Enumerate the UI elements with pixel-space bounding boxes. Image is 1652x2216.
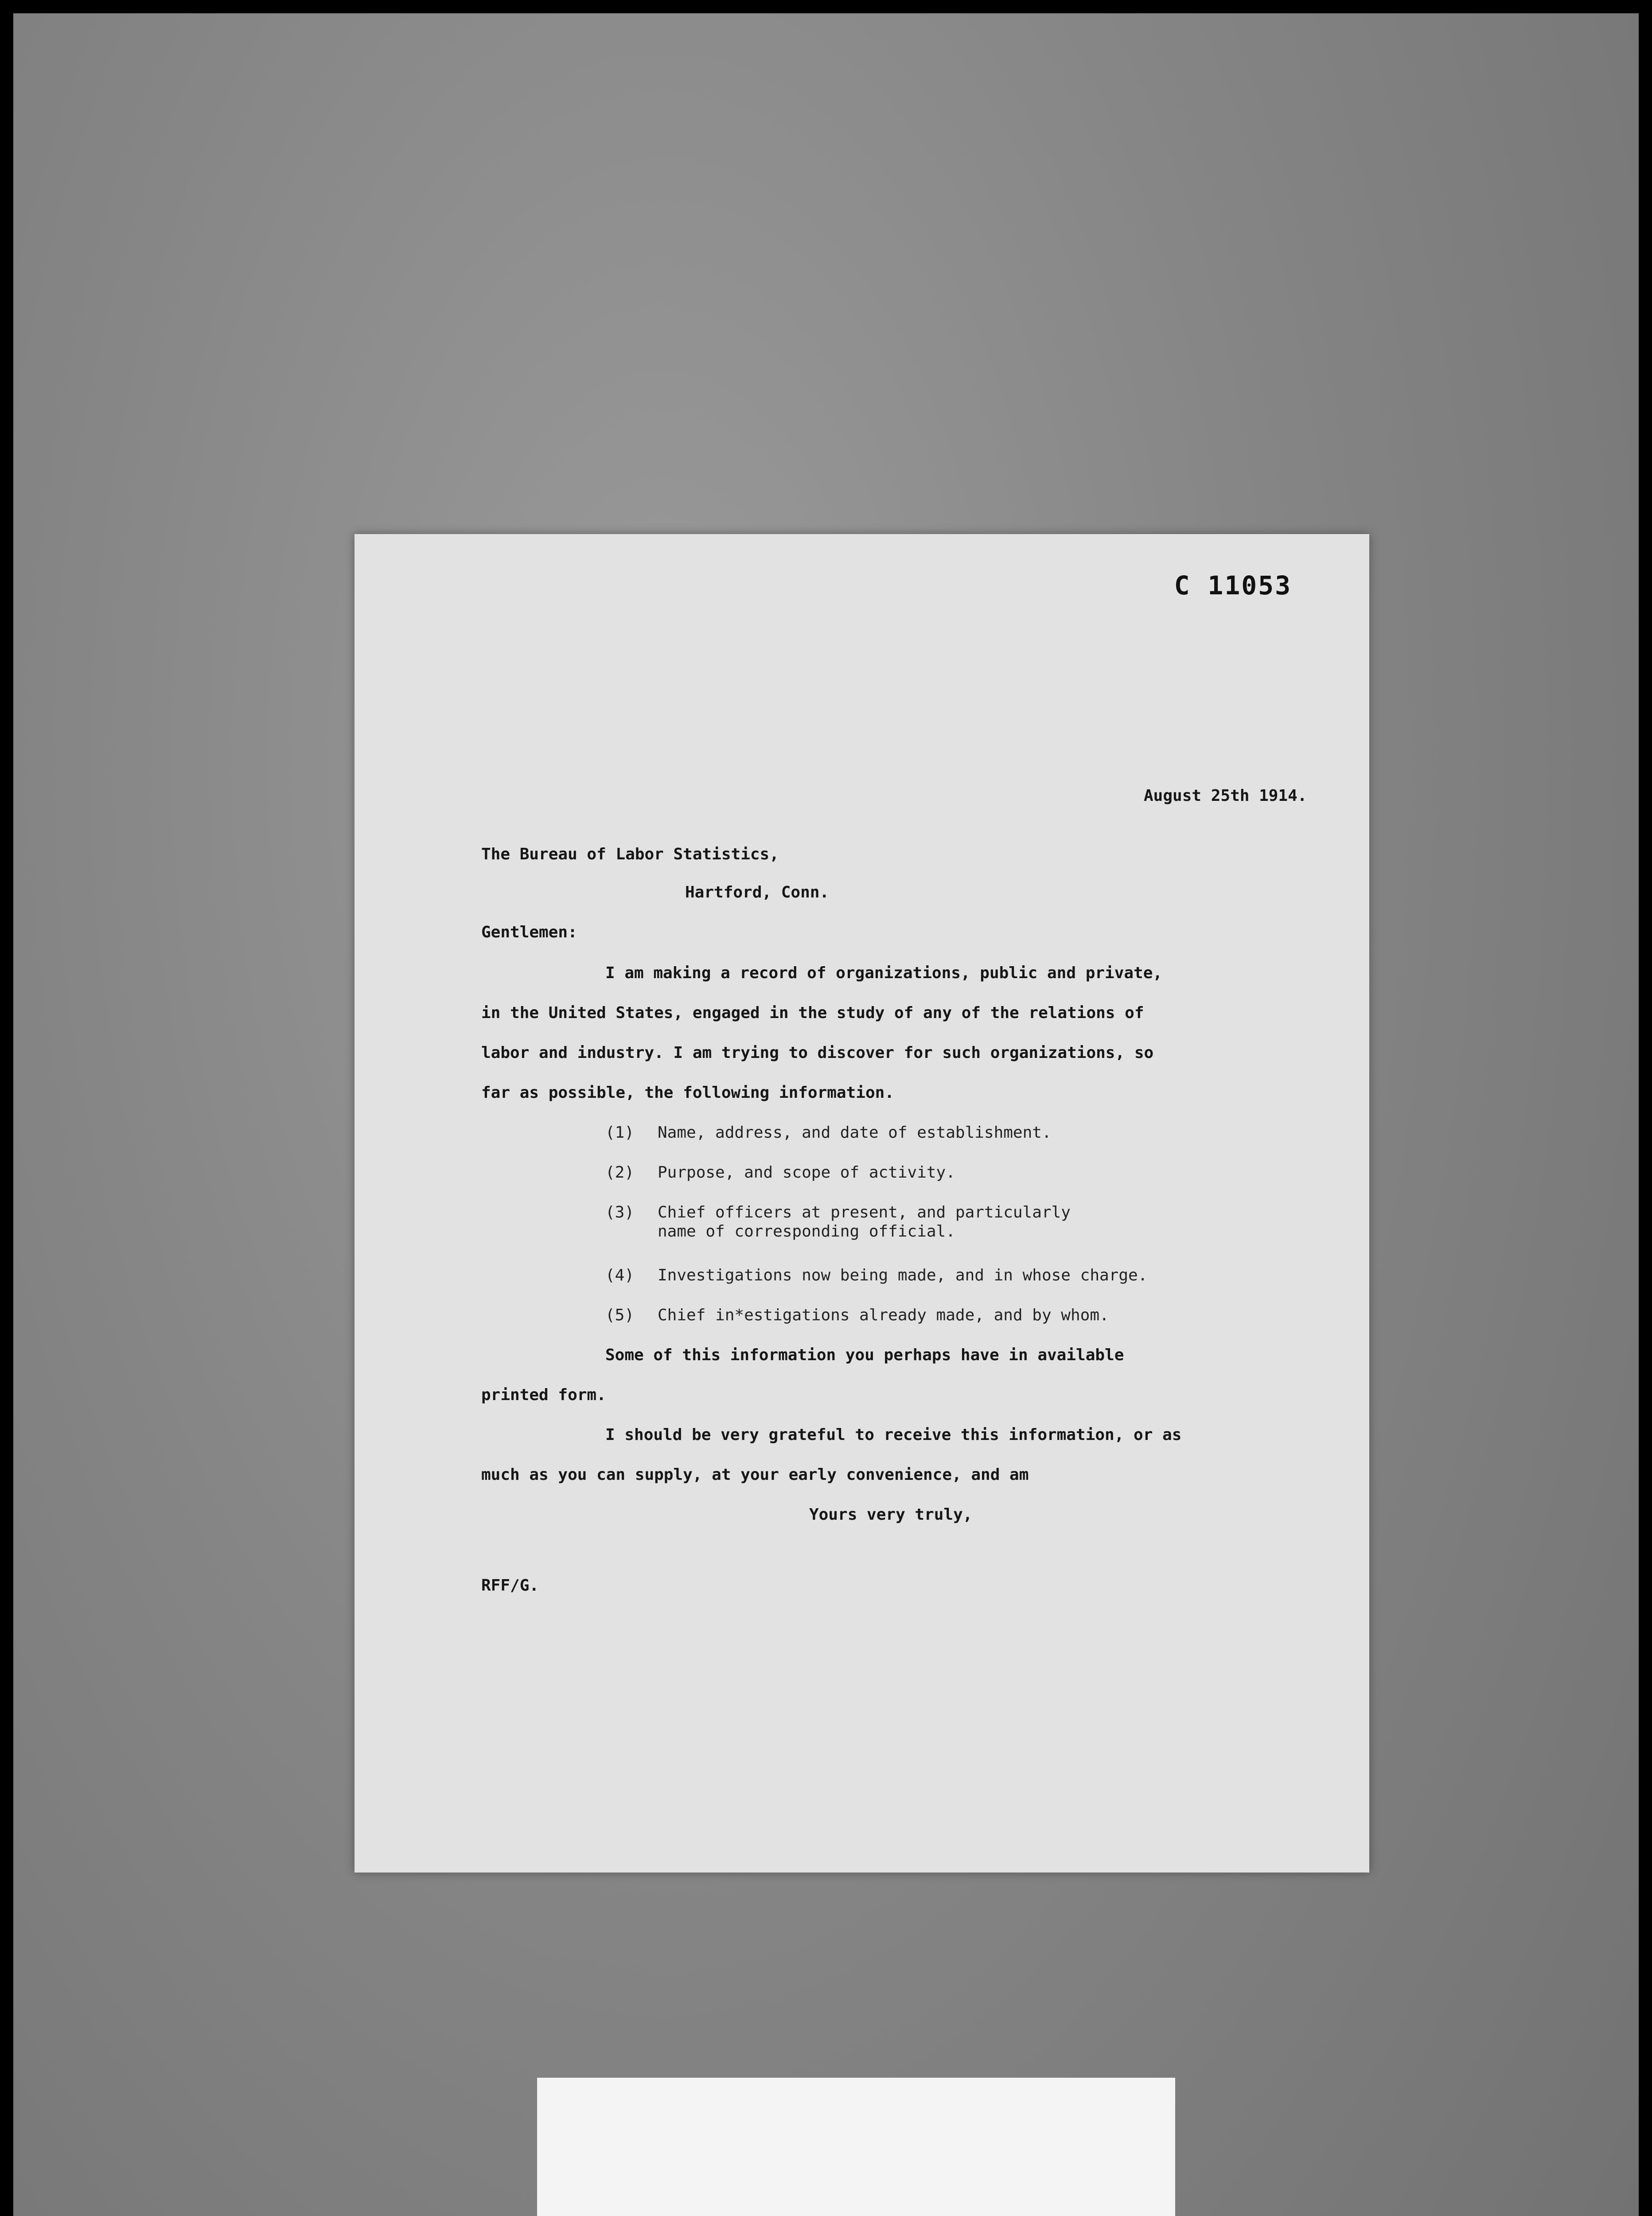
letter-date: August 25th 1914. [1144,787,1307,805]
item-text: Name, address, and date of establishment. [658,1124,1052,1142]
item-text: Chief officers at present, and particularly [658,1203,1071,1221]
body-line: I am making a record of organizations, public and private, [605,964,1163,982]
addressee-city: Hartford, Conn. [685,883,830,901]
item-number: (2) [605,1163,635,1182]
body-line: far as possible, the following information. [481,1084,894,1102]
item-text: Chief in*estigations already made, and by whom. [658,1306,1109,1324]
list-item [605,1203,1071,1242]
body-line: Some of this information you perhaps have in available [605,1346,1124,1364]
item-continuation: name of corresponding official. [658,1222,955,1241]
body-line: I should be very grateful to receive this information, or as [605,1426,1182,1444]
letter-sheet [355,534,1369,1873]
body-line: in the United States, engaged in the study of any of the relations of [481,1004,1144,1022]
collection-label [537,2078,1175,2216]
body-line: labor and industry. I am trying to discover for such organizations, so [481,1044,1154,1062]
complimentary-close: Yours very truly, [809,1506,973,1524]
typist-initials: RFF/G. [481,1576,539,1595]
list-item [605,1124,1052,1142]
item-number: (1) [605,1124,635,1142]
item-text: Purpose, and scope of activity. [658,1163,955,1182]
salutation: Gentlemen: [481,923,577,941]
list-item [605,1306,1109,1324]
body-line: much as you can supply, at your early convenience, and am [481,1466,1029,1484]
list-item [605,1266,1147,1284]
item-number: (3) [605,1203,635,1221]
item-number: (4) [605,1266,635,1284]
item-text: Investigations now being made, and in whose charge. [658,1266,1148,1284]
body-line: printed form. [481,1386,606,1404]
item-number: (5) [605,1306,635,1324]
reference-number: C 11053 [1174,570,1292,601]
list-item [605,1163,955,1182]
addressee: The Bureau of Labor Statistics, [481,845,779,863]
